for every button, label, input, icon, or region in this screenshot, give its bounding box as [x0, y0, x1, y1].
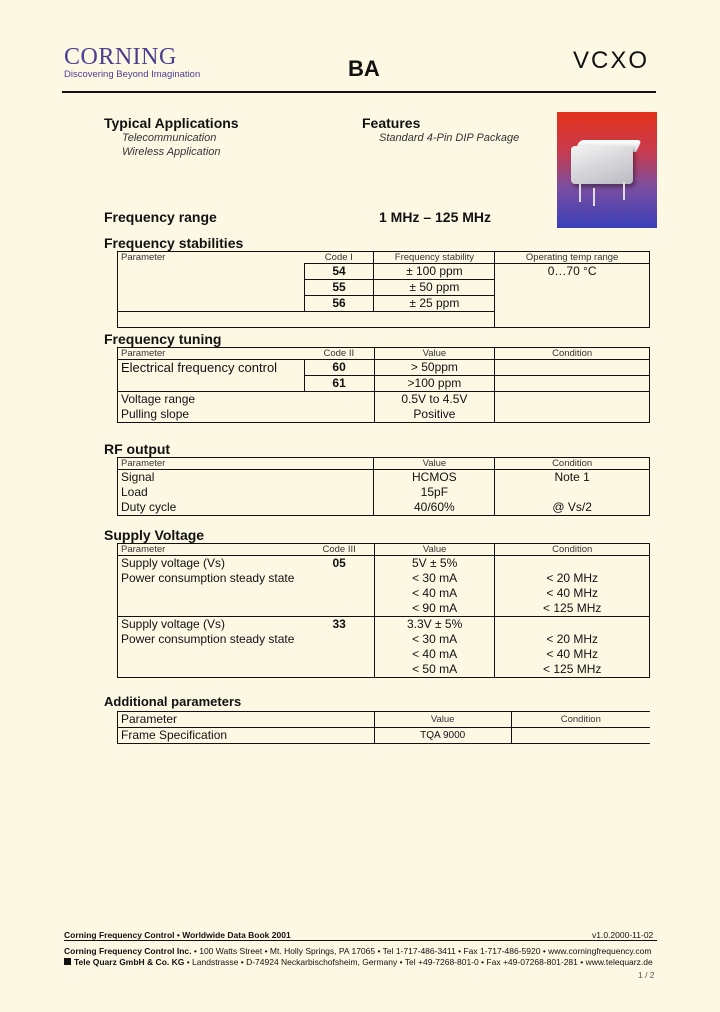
cond-cell	[495, 617, 650, 633]
footer-company-us: Corning Frequency Control Inc.	[64, 946, 192, 956]
oscillator-body	[571, 146, 633, 184]
stability-table	[117, 251, 650, 328]
additional-table	[117, 711, 650, 744]
value-cell: >100 ppm	[374, 376, 495, 392]
supply-table	[117, 543, 650, 678]
param-cell: Supply voltage (Vs)	[118, 617, 305, 633]
footer-address-us	[64, 946, 651, 956]
table-row	[118, 407, 650, 423]
cond-cell: Note 1	[495, 470, 650, 486]
code-cell: 05	[304, 556, 374, 572]
footer-address-us-text: • 100 Watts Street • Mt. Holly Springs, PA 17065 • Tel 1-717-486-3411 • Fax 1-717-486-5920 • www.corningfrequency.com	[191, 946, 652, 956]
param-cell: Power consumption steady state	[118, 571, 305, 586]
footer-address-de	[64, 957, 653, 967]
page-number: 1 / 2	[638, 970, 655, 980]
table-row	[118, 571, 650, 586]
code-cell: 33	[332, 617, 346, 631]
tuning-table	[117, 347, 650, 423]
value-cell: < 90 mA	[374, 601, 495, 617]
table-row	[118, 264, 650, 280]
table-row	[118, 728, 651, 744]
additional-title: Additional parameters	[104, 694, 242, 709]
value-cell: < 50 mA	[374, 662, 495, 678]
code-cell: 61	[304, 376, 374, 392]
value-cell: ± 25 ppm	[374, 296, 495, 312]
table-row	[118, 556, 650, 572]
value-cell: 5V ± 5%	[374, 556, 495, 572]
cond-cell: < 125 MHz	[495, 601, 650, 617]
table-header	[118, 458, 650, 470]
features-title: Features	[362, 115, 421, 131]
cond-cell	[511, 728, 650, 744]
temp-cell: 0…70 °C	[495, 264, 650, 312]
param-cell: Frame Specification	[118, 728, 375, 744]
table-row	[118, 632, 650, 647]
code-cell: 56	[304, 296, 374, 312]
value-cell: < 40 mA	[374, 647, 495, 662]
value-cell: ± 100 ppm	[374, 264, 495, 280]
col-header: Condition	[495, 458, 650, 470]
features-item: Standard 4-Pin DIP Package	[379, 132, 520, 144]
col-header: Value	[374, 712, 511, 728]
header-rule	[62, 91, 656, 93]
col-header: Code I	[304, 252, 374, 264]
apps-item: Wireless Application	[122, 146, 221, 158]
rf-table	[117, 457, 650, 516]
value-cell: 15pF	[374, 485, 495, 500]
col-header: Parameter	[118, 458, 374, 470]
value-cell: < 40 mA	[374, 586, 495, 601]
pin-icon	[623, 182, 625, 200]
cond-cell: < 40 MHz	[495, 647, 650, 662]
col-header: Condition	[495, 544, 650, 556]
footer-book: Corning Frequency Control • Worldwide Data Book 2001	[64, 930, 291, 940]
col-header: Parameter	[118, 712, 375, 728]
company-tagline: Discovering Beyond Imagination	[64, 69, 201, 80]
value-cell: HCMOS	[374, 470, 495, 486]
code-cell: 54	[304, 264, 374, 280]
value-cell: ± 50 ppm	[374, 280, 495, 296]
footer-company-de: Tele Quarz GmbH & Co. KG	[74, 957, 185, 967]
table-row	[118, 500, 650, 516]
cond-cell: < 40 MHz	[495, 586, 650, 601]
cond-cell: < 20 MHz	[495, 632, 650, 647]
table-row	[118, 485, 650, 500]
col-header: Parameter	[118, 544, 305, 556]
param-cell: Pulling slope	[118, 407, 305, 423]
value-cell: Positive	[374, 407, 495, 423]
apps-title: Typical Applications	[104, 115, 239, 131]
cond-cell	[495, 485, 650, 500]
param-cell: Power consumption steady state	[118, 632, 305, 647]
code-cell: 60	[304, 360, 374, 376]
value-cell: 0.5V to 4.5V	[374, 392, 495, 408]
value-cell: TQA 9000	[374, 728, 511, 744]
param-cell: Supply voltage (Vs)	[118, 556, 305, 572]
col-header: Operating temp range	[495, 252, 650, 264]
company-logo: CORNING	[64, 44, 177, 70]
col-header: Value	[374, 348, 495, 360]
table-row	[118, 601, 650, 617]
param-cell: Duty cycle	[118, 500, 374, 516]
product-type: VCXO	[573, 47, 650, 74]
col-header: Frequency stability	[374, 252, 495, 264]
param-cell: Voltage range	[118, 392, 305, 408]
value-cell: 40/60%	[374, 500, 495, 516]
footer-rule	[64, 940, 657, 941]
tq-logo-icon	[64, 958, 71, 965]
footer-address-de-text: • Landstrasse • D-74924 Neckarbischofsheim, Germany • Tel +49-7268-801-0 • Fax +49-07268-801-281 • www.telequarz.de	[184, 957, 653, 967]
rf-title: RF output	[104, 441, 171, 457]
pin-icon	[593, 188, 595, 206]
param-cell: Load	[118, 485, 374, 500]
table-row	[118, 392, 650, 408]
freq-range-label: Frequency range	[104, 209, 217, 225]
model-name: BA	[348, 56, 380, 81]
col-header: Condition	[511, 712, 650, 728]
footer-version: v1.0.2000-11-02	[592, 930, 654, 940]
table-row	[118, 662, 650, 678]
supply-title: Supply Voltage	[104, 527, 205, 543]
code-cell: 55	[304, 280, 374, 296]
col-header: Parameter	[118, 252, 305, 264]
table-row	[118, 360, 650, 376]
cond-cell: < 20 MHz	[495, 571, 650, 586]
stab-title: Frequency stabilities	[104, 235, 244, 251]
col-header: Code III	[304, 544, 374, 556]
col-header: Value	[374, 544, 495, 556]
param-cell: Electrical frequency control	[118, 360, 305, 376]
table-row	[118, 617, 650, 633]
table-header	[118, 252, 650, 264]
pin-icon	[579, 184, 581, 202]
col-header: Value	[374, 458, 495, 470]
product-photo	[557, 112, 657, 228]
cond-cell	[495, 556, 650, 572]
table-row	[118, 470, 650, 486]
table-row	[118, 376, 650, 392]
cond-cell: < 125 MHz	[495, 662, 650, 678]
table-row	[118, 586, 650, 601]
value-cell: > 50ppm	[374, 360, 495, 376]
col-header: Condition	[495, 348, 650, 360]
col-header: Code II	[304, 348, 374, 360]
value-cell: < 30 mA	[374, 571, 495, 586]
table-header	[118, 712, 651, 728]
tuning-title: Frequency tuning	[104, 331, 222, 347]
table-header	[118, 544, 650, 556]
cond-cell: @ Vs/2	[495, 500, 650, 516]
value-cell: < 30 mA	[374, 632, 495, 647]
table-row	[118, 647, 650, 662]
value-cell: 3.3V ± 5%	[374, 617, 495, 633]
param-cell: Signal	[118, 470, 374, 486]
apps-item: Telecommunication	[122, 132, 217, 144]
freq-range-value: 1 MHz – 125 MHz	[379, 209, 492, 225]
table-header	[118, 348, 650, 360]
col-header: Parameter	[118, 348, 305, 360]
